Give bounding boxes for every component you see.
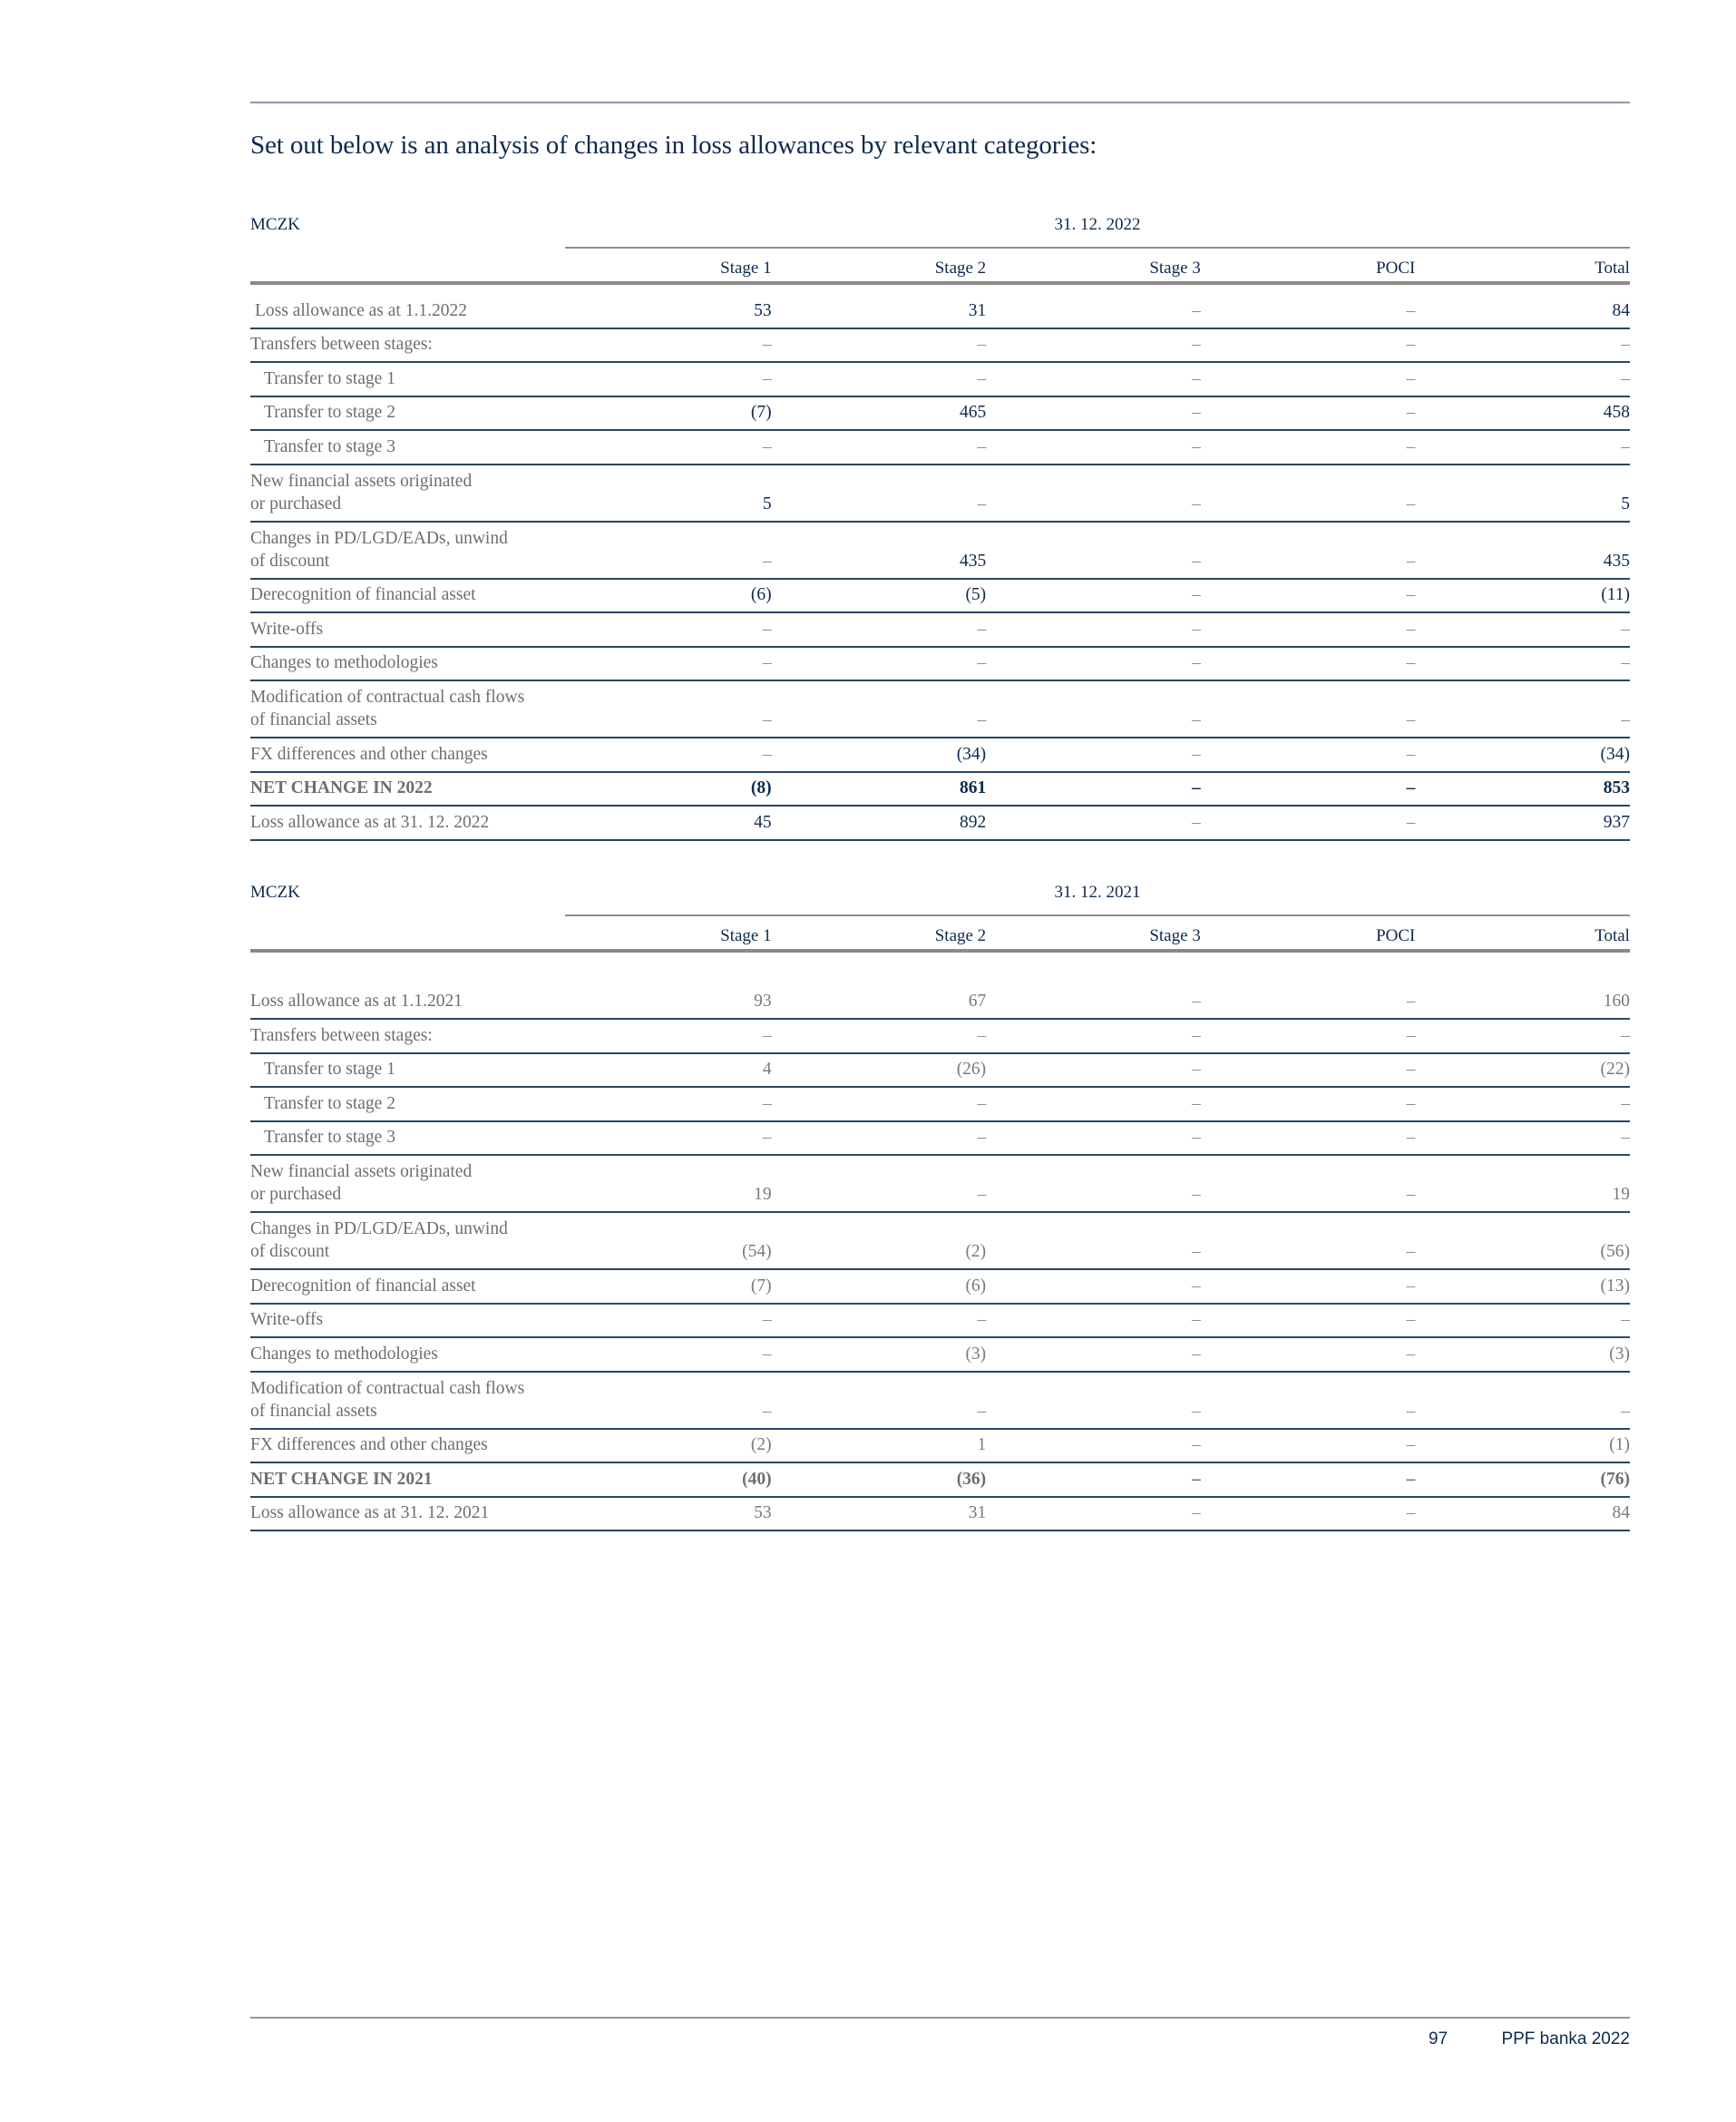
table-body xyxy=(250,295,1630,841)
cell-total: (34) xyxy=(1600,744,1630,764)
cell-stage-2: 465 xyxy=(959,403,987,422)
cell-total: 937 xyxy=(1603,812,1630,832)
cell-stage-3: – xyxy=(1192,1025,1201,1045)
page-number: 97 xyxy=(1429,2029,1448,2049)
cell-stage-2: – xyxy=(977,335,987,354)
row-label-line: New financial assets originated xyxy=(250,1162,473,1181)
cell-stage-1: 19 xyxy=(754,1185,772,1204)
cell-poci: – xyxy=(1406,1185,1416,1204)
cell-stage-1: – xyxy=(762,1401,772,1421)
column-header-stage-2: Stage 2 xyxy=(934,259,987,278)
cell-stage-1: – xyxy=(762,436,772,456)
row-label-line: Derecognition of financial asset xyxy=(250,1276,476,1296)
unit-label: MCZK xyxy=(250,883,300,902)
cell-stage-3: – xyxy=(1192,992,1201,1011)
table-row xyxy=(250,1373,1630,1430)
document-name: PPF banka 2022 xyxy=(1501,2029,1630,2049)
row-label xyxy=(250,1217,557,1263)
cell-poci: – xyxy=(1406,812,1416,832)
row-label xyxy=(250,401,557,424)
cell-stage-1: – xyxy=(762,1310,772,1329)
cell-stage-1: 45 xyxy=(754,812,772,832)
cell-stage-3: – xyxy=(1192,710,1201,729)
cell-stage-3: – xyxy=(1192,335,1201,354)
cell-stage-3: – xyxy=(1192,1310,1201,1329)
cell-poci: – xyxy=(1406,1503,1416,1522)
cell-stage-2: – xyxy=(977,1128,987,1147)
cell-total: 84 xyxy=(1612,1503,1630,1522)
row-label-line: Modification of contractual cash flows xyxy=(250,688,525,707)
row-label-line: New financial assets originated xyxy=(250,471,473,491)
column-header-stage-2: Stage 2 xyxy=(934,926,987,945)
loss-allowance-table-2022 xyxy=(250,213,1630,841)
cell-stage-3: – xyxy=(1192,1185,1201,1204)
row-label-line: or purchased xyxy=(250,494,342,513)
cell-stage-2: (2) xyxy=(965,1242,987,1261)
row-label-line: Transfer to stage 1 xyxy=(264,1060,395,1079)
cell-stage-2: 861 xyxy=(959,778,987,797)
row-label xyxy=(250,527,557,572)
row-label-line: Transfer to stage 3 xyxy=(264,1128,395,1147)
cell-poci: – xyxy=(1406,335,1416,354)
table-row xyxy=(250,397,1630,432)
row-label xyxy=(250,1160,557,1206)
cell-total: (13) xyxy=(1600,1276,1630,1296)
cell-total: 853 xyxy=(1603,778,1630,797)
row-label xyxy=(250,777,557,799)
cell-total: 458 xyxy=(1603,403,1630,422)
row-label-line: Loss allowance as at 31. 12. 2022 xyxy=(250,812,490,832)
cell-stage-3: – xyxy=(1192,1128,1201,1147)
table-row xyxy=(250,1020,1630,1054)
cell-stage-1: 5 xyxy=(762,494,772,513)
row-label-line: NET CHANGE IN 2021 xyxy=(250,1469,433,1489)
row-label-line: Transfer to stage 2 xyxy=(264,403,395,422)
table-row xyxy=(250,613,1630,648)
cell-stage-1: (7) xyxy=(750,403,772,422)
row-label xyxy=(250,686,557,731)
column-header-poci: POCI xyxy=(1376,259,1416,278)
table-row xyxy=(250,580,1630,614)
cell-stage-3: – xyxy=(1192,403,1201,422)
cell-stage-3: – xyxy=(1192,494,1201,513)
cell-stage-1: – xyxy=(762,710,772,729)
table-row xyxy=(250,1088,1630,1122)
cell-stage-3: – xyxy=(1192,744,1201,764)
cell-stage-2: 31 xyxy=(968,1503,987,1522)
row-label-line: of discount xyxy=(250,1242,330,1261)
period-divider xyxy=(565,914,1630,916)
column-header-poci: POCI xyxy=(1376,926,1416,945)
row-label-line: of discount xyxy=(250,551,330,571)
cell-stage-3: – xyxy=(1192,300,1201,320)
cell-stage-2: – xyxy=(977,1025,987,1045)
row-label-line: Derecognition of financial asset xyxy=(250,585,476,604)
section-heading: Set out below is an analysis of changes in loss allowances by relevant categories: xyxy=(250,131,1097,160)
table-row xyxy=(250,1498,1630,1532)
table-row xyxy=(250,295,1630,329)
row-label-line: Loss allowance as at 31. 12. 2021 xyxy=(250,1503,490,1522)
cell-total: – xyxy=(1621,436,1630,456)
cell-stage-3: – xyxy=(1192,1503,1201,1522)
cell-total: 160 xyxy=(1603,992,1630,1011)
cell-total: 84 xyxy=(1612,300,1630,320)
cell-stage-2: – xyxy=(977,494,987,513)
cell-stage-2: 1 xyxy=(977,1435,987,1454)
period-label: 31. 12. 2021 xyxy=(1054,883,1141,902)
cell-poci: – xyxy=(1406,1242,1416,1261)
cell-poci: – xyxy=(1406,1401,1416,1421)
row-label xyxy=(250,811,557,834)
row-label xyxy=(250,1343,557,1365)
row-label-line: Changes to methodologies xyxy=(250,1344,438,1364)
cell-stage-1: – xyxy=(762,1025,772,1045)
table-body xyxy=(250,963,1630,1531)
cell-poci: – xyxy=(1406,653,1416,672)
cell-stage-1: (2) xyxy=(750,1435,772,1454)
cell-stage-3: – xyxy=(1192,812,1201,832)
column-headers xyxy=(250,924,1630,948)
table-row xyxy=(250,1213,1630,1270)
row-label xyxy=(250,618,557,641)
table-row xyxy=(250,1156,1630,1213)
cell-stage-3: – xyxy=(1192,1344,1201,1364)
cell-stage-2: (3) xyxy=(965,1344,987,1364)
row-label xyxy=(250,1308,557,1331)
cell-total: (3) xyxy=(1609,1344,1630,1364)
row-label-line: of financial assets xyxy=(250,1401,377,1421)
row-label-line: Loss allowance as at 1.1.2022 xyxy=(255,300,467,320)
row-label-line: Write-offs xyxy=(250,1310,324,1329)
cell-poci: – xyxy=(1406,710,1416,729)
cell-poci: – xyxy=(1406,494,1416,513)
cell-stage-3: – xyxy=(1192,585,1201,604)
cell-stage-3: – xyxy=(1192,619,1201,639)
cell-poci: – xyxy=(1406,1128,1416,1147)
column-header-stage-3: Stage 3 xyxy=(1149,259,1201,278)
cell-stage-3: – xyxy=(1192,1401,1201,1421)
row-label-line: Transfer to stage 1 xyxy=(264,368,395,388)
row-label-line: Transfer to stage 3 xyxy=(264,436,395,456)
cell-stage-1: – xyxy=(762,744,772,764)
table-header xyxy=(250,881,1630,963)
cell-stage-3: – xyxy=(1192,551,1201,571)
cell-stage-3: – xyxy=(1192,1093,1201,1113)
cell-total: (1) xyxy=(1609,1435,1630,1454)
cell-stage-3: – xyxy=(1192,778,1201,797)
row-label xyxy=(250,367,557,390)
cell-stage-2: – xyxy=(977,619,987,639)
row-label-line: Changes to methodologies xyxy=(250,653,438,672)
cell-stage-1: – xyxy=(762,1344,772,1364)
cell-stage-1: 53 xyxy=(754,300,772,320)
row-label-line: Loss allowance as at 1.1.2021 xyxy=(250,992,463,1011)
row-label xyxy=(250,333,557,356)
cell-poci: – xyxy=(1406,436,1416,456)
cell-stage-3: – xyxy=(1192,1276,1201,1296)
cell-total: – xyxy=(1621,1093,1630,1113)
cell-total: – xyxy=(1621,1401,1630,1421)
cell-stage-2: – xyxy=(977,368,987,388)
table-row xyxy=(250,431,1630,465)
cell-stage-1: – xyxy=(762,335,772,354)
cell-poci: – xyxy=(1406,778,1416,797)
row-label-line: Changes in PD/LGD/EADs, unwind xyxy=(250,528,508,548)
column-header-total: Total xyxy=(1595,926,1630,945)
cell-stage-2: 435 xyxy=(959,551,987,571)
cell-stage-1: 53 xyxy=(754,1503,772,1522)
cell-total: – xyxy=(1621,1128,1630,1147)
cell-stage-1: – xyxy=(762,1128,772,1147)
row-label xyxy=(250,1433,557,1456)
table-row xyxy=(250,1338,1630,1373)
cell-stage-2: – xyxy=(977,1310,987,1329)
cell-stage-2: – xyxy=(977,1185,987,1204)
row-label-line: of financial assets xyxy=(250,710,377,729)
cell-stage-1: 4 xyxy=(762,1060,772,1079)
cell-total: 435 xyxy=(1603,551,1630,571)
table-row xyxy=(250,1122,1630,1157)
row-label-line: Changes in PD/LGD/EADs, unwind xyxy=(250,1219,508,1238)
cell-poci: – xyxy=(1406,585,1416,604)
row-label xyxy=(250,435,557,458)
cell-total: (76) xyxy=(1600,1469,1630,1489)
column-header-stage-3: Stage 3 xyxy=(1149,926,1201,945)
cell-total: – xyxy=(1621,1025,1630,1045)
period-label: 31. 12. 2022 xyxy=(1054,215,1141,234)
cell-stage-2: 892 xyxy=(959,812,987,832)
row-label xyxy=(250,1126,557,1149)
cell-poci: – xyxy=(1406,551,1416,571)
table-header xyxy=(250,213,1630,295)
row-label-line: Transfers between stages: xyxy=(250,1025,433,1045)
cell-stage-1: – xyxy=(762,619,772,639)
row-label xyxy=(250,1058,557,1081)
cell-poci: – xyxy=(1406,1435,1416,1454)
row-label xyxy=(250,1024,557,1047)
cell-stage-2: (34) xyxy=(956,744,987,764)
row-label-line: Transfers between stages: xyxy=(250,335,433,354)
row-label-line: NET CHANGE IN 2022 xyxy=(250,778,433,797)
table-row xyxy=(250,1463,1630,1498)
cell-stage-2: (6) xyxy=(965,1276,987,1296)
header-divider xyxy=(250,281,1630,285)
row-label xyxy=(250,583,557,606)
cell-poci: – xyxy=(1406,300,1416,320)
cell-poci: – xyxy=(1406,992,1416,1011)
cell-stage-1: (7) xyxy=(750,1276,772,1296)
row-label-line: FX differences and other changes xyxy=(250,744,488,764)
table-row xyxy=(250,1430,1630,1464)
cell-stage-2: 67 xyxy=(968,992,987,1011)
cell-stage-3: – xyxy=(1192,436,1201,456)
unit-label: MCZK xyxy=(250,215,300,234)
cell-poci: – xyxy=(1406,1310,1416,1329)
cell-total: – xyxy=(1621,619,1630,639)
cell-total: – xyxy=(1621,368,1630,388)
cell-stage-2: – xyxy=(977,1401,987,1421)
cell-poci: – xyxy=(1406,1025,1416,1045)
table-row xyxy=(250,465,1630,523)
cell-stage-3: – xyxy=(1192,1435,1201,1454)
table-row xyxy=(250,738,1630,773)
row-label xyxy=(250,743,557,766)
cell-poci: – xyxy=(1406,403,1416,422)
cell-stage-1: – xyxy=(762,653,772,672)
cell-poci: – xyxy=(1406,1276,1416,1296)
cell-stage-3: – xyxy=(1192,1242,1201,1261)
row-label xyxy=(250,1377,557,1423)
cell-total: – xyxy=(1621,335,1630,354)
table-row xyxy=(250,329,1630,364)
table-row xyxy=(250,1305,1630,1339)
row-label xyxy=(250,651,557,674)
table-row xyxy=(250,1054,1630,1089)
top-divider xyxy=(250,102,1630,103)
column-headers xyxy=(250,257,1630,280)
cell-total: (11) xyxy=(1601,585,1630,604)
cell-poci: – xyxy=(1406,744,1416,764)
cell-total: 19 xyxy=(1612,1185,1630,1204)
cell-poci: – xyxy=(1406,619,1416,639)
cell-stage-2: (36) xyxy=(956,1469,987,1489)
row-label-line: Modification of contractual cash flows xyxy=(250,1378,525,1398)
row-label xyxy=(250,1275,557,1297)
row-label xyxy=(250,1468,557,1491)
table-row xyxy=(250,363,1630,397)
loss-allowance-table-2021 xyxy=(250,881,1630,1531)
table-row xyxy=(250,963,1630,1020)
column-header-stage-1: Stage 1 xyxy=(720,926,772,945)
cell-stage-1: – xyxy=(762,368,772,388)
cell-stage-1: (6) xyxy=(750,585,772,604)
cell-stage-2: – xyxy=(977,653,987,672)
cell-poci: – xyxy=(1406,1469,1416,1489)
table-row xyxy=(250,648,1630,682)
cell-stage-1: – xyxy=(762,551,772,571)
cell-total: – xyxy=(1621,653,1630,672)
cell-stage-3: – xyxy=(1192,368,1201,388)
header-divider xyxy=(250,949,1630,953)
row-label xyxy=(250,990,557,1012)
cell-poci: – xyxy=(1406,1093,1416,1113)
column-header-stage-1: Stage 1 xyxy=(720,259,772,278)
footer-divider xyxy=(250,2017,1630,2019)
row-label-line: Transfer to stage 2 xyxy=(264,1093,395,1113)
cell-stage-2: 31 xyxy=(968,300,987,320)
cell-total: 5 xyxy=(1621,494,1630,513)
cell-poci: – xyxy=(1406,1344,1416,1364)
period-divider xyxy=(565,247,1630,249)
cell-stage-3: – xyxy=(1192,653,1201,672)
cell-stage-2: – xyxy=(977,1093,987,1113)
cell-total: – xyxy=(1621,1310,1630,1329)
cell-stage-3: – xyxy=(1192,1060,1201,1079)
row-label xyxy=(250,470,557,515)
cell-stage-2: – xyxy=(977,710,987,729)
cell-stage-1: (8) xyxy=(750,778,772,797)
row-label-line: Write-offs xyxy=(250,619,324,639)
column-header-total: Total xyxy=(1595,259,1630,278)
cell-stage-2: (26) xyxy=(956,1060,987,1079)
table-row xyxy=(250,523,1630,580)
table-row xyxy=(250,681,1630,738)
cell-stage-1: (54) xyxy=(742,1242,772,1261)
table-row xyxy=(250,807,1630,841)
cell-stage-1: (40) xyxy=(742,1469,772,1489)
row-label xyxy=(250,299,557,322)
table-row xyxy=(250,1270,1630,1305)
cell-stage-2: (5) xyxy=(965,585,987,604)
row-label-line: FX differences and other changes xyxy=(250,1435,488,1454)
cell-total: (56) xyxy=(1600,1242,1630,1261)
table-row xyxy=(250,773,1630,807)
cell-total: – xyxy=(1621,710,1630,729)
cell-stage-1: – xyxy=(762,1093,772,1113)
row-label xyxy=(250,1092,557,1115)
cell-poci: – xyxy=(1406,368,1416,388)
cell-poci: – xyxy=(1406,1060,1416,1079)
row-label-line: or purchased xyxy=(250,1185,342,1204)
row-label xyxy=(250,1501,557,1524)
cell-stage-3: – xyxy=(1192,1469,1201,1489)
cell-total: (22) xyxy=(1600,1060,1630,1079)
cell-stage-1: 93 xyxy=(754,992,772,1011)
cell-stage-2: – xyxy=(977,436,987,456)
